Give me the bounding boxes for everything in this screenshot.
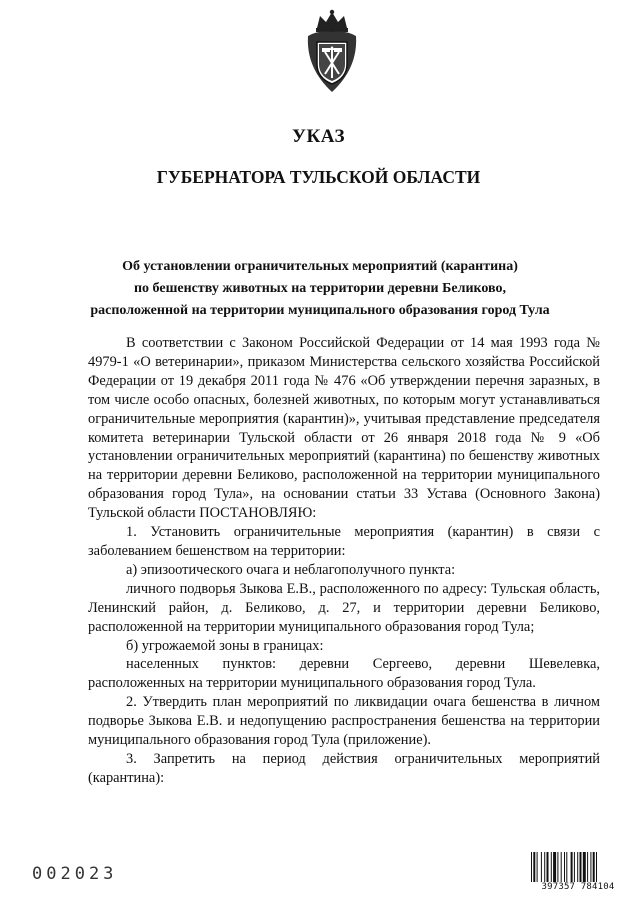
decree-issuer: ГУБЕРНАТОРА ТУЛЬСКОЙ ОБЛАСТИ [156, 167, 481, 187]
barcode-bar [583, 852, 586, 884]
barcode-bar [564, 852, 565, 884]
subject-line: Об установлении ограничительных мероприятий (карантина) [122, 259, 518, 274]
barcode-bar [551, 852, 552, 884]
body-paragraph-item-1b: б) угрожаемой зоны в границах: [126, 637, 324, 654]
subject-line: расположенной на территории муниципального образования город Тула [90, 303, 550, 318]
barcode-bar [557, 852, 558, 884]
body-paragraph-item-1a: а) эпизоотического очага и неблагополучного пункта: [126, 561, 456, 578]
body-paragraph-item-1: 1. Установить ограничительные мероприятия (карантин) в связи с заболеванием бешенством на территории: [88, 524, 600, 559]
body-paragraph-item-1b-detail: населенных пунктов: деревни Сергеево, деревни Шевелевка, расположенных на территории муниципального образования город Тула. [88, 656, 600, 692]
decree-title: УКАЗ [292, 126, 345, 147]
barcode-bar [561, 852, 562, 884]
subject-line: по бешенству животных на территории деревни Беликово, [133, 281, 507, 296]
barcode-bar [533, 852, 535, 884]
barcode-bar [571, 852, 573, 884]
barcode-bar [577, 852, 578, 884]
barcode-bar [593, 852, 595, 884]
body-paragraph-item-2: 2. Утвердить план мероприятий по ликвидации очага бешенства в личном подворье Зыкова Е.В. и недопущению распространения бешенства на территории муниципального образования город Тула (приложение). [88, 694, 600, 749]
barcode-bar [580, 852, 582, 884]
decree-subject [60, 256, 580, 322]
body-paragraph-item-1a-detail: личного подворья Зыкова Е.В., расположенного по адресу: Тульская область, Ленинский район, д. Беликово, д. 27, и территории деревни Беликово, расположенной на территории муниципального образования город Тула; [88, 580, 600, 635]
barcode-bar [544, 852, 545, 884]
barcode-bar [590, 852, 591, 884]
decree-body [88, 334, 600, 788]
barcode-bar [541, 852, 542, 884]
barcode-bar [566, 852, 567, 884]
barcode-bar [547, 852, 549, 884]
body-paragraph-preamble: В соответствии с Законом Российской Федерации от 14 мая 1993 года № 4979-1 «О ветеринарии», приказом Министерства сельского хозяйства Российской Федерации от 19 декабря 2011 года № 476 «Об утверждении перечня заразных, в том числе особо опасных, болезней животных, по которым могут устанавливаться ограничительные мероприятия (карантин)», учитывая представление председателя комитета ветеринарии Тульской области от 26 января 2018 года № 9 «Об установлении ограничительных мероприятий (карантина) по бешенству животных на территории деревни Беликово, расположенной на территории муниципального образования город Тула», на основании статьи 33 Устава (Основного Закона) Тульской области ПОСТАНОВЛЯЮ: [88, 335, 600, 522]
body-paragraph-item-3: 3. Запретить на период действия ограничительных мероприятий (карантина): [88, 750, 600, 786]
barcode-digits: 397357 784104 [530, 882, 626, 893]
barcode-bar [553, 852, 556, 884]
barcode-bar [574, 852, 575, 884]
barcode-bar [537, 852, 538, 884]
barcode-bar [596, 852, 597, 884]
tula-coat-of-arms-icon [303, 8, 361, 94]
barcode-bar [531, 852, 532, 884]
barcode-bar [587, 852, 588, 884]
document-number: 002023 [32, 864, 118, 884]
